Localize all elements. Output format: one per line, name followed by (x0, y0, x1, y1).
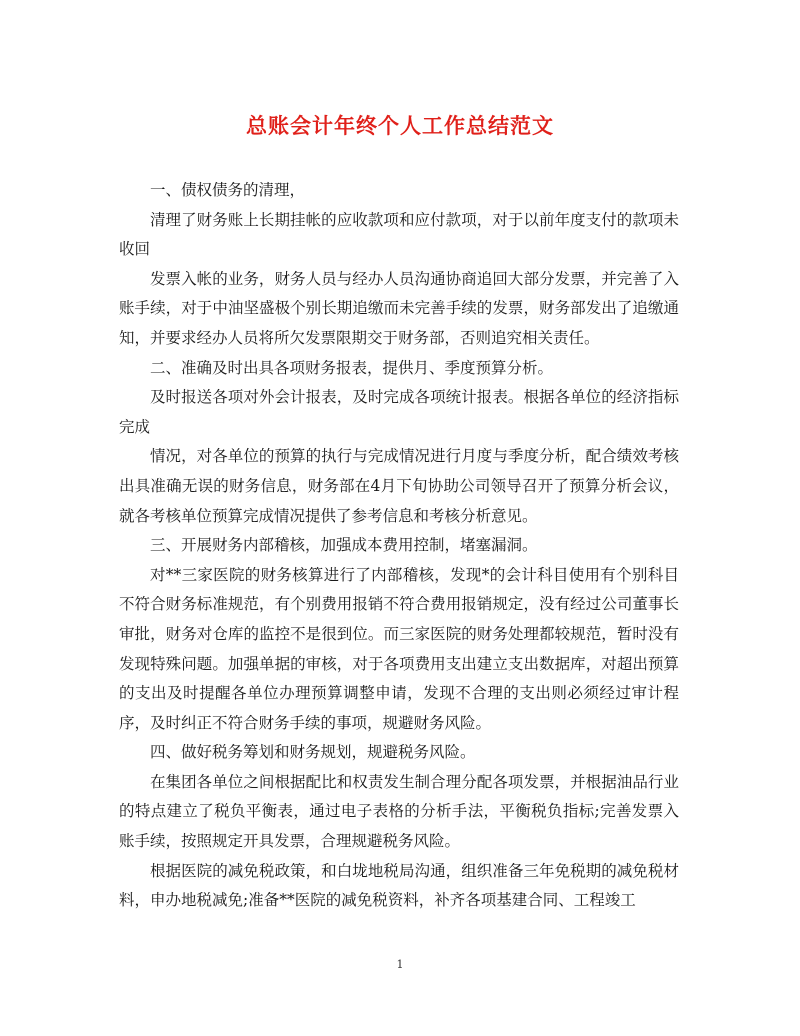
paragraph: 在集团各单位之间根据配比和权责发生制合理分配各项发票，并根据油品行业的特点建立了税负平衡表，通过电子表格的分析手法，平衡税负指标;完善发票入账手续，按照规定开具发票，合理规避税务风险。 (119, 772, 679, 851)
paragraph: 清理了财务账上长期挂帐的应收款项和应付款项，对于以前年度支付的款项未收回 (119, 210, 679, 259)
paragraph: 及时报送各项对外会计报表，及时完成各项统计报表。根据各单位的经济指标完成 (119, 388, 679, 436)
document-body (119, 176, 679, 916)
page-number: 1 (396, 958, 404, 971)
paragraph: 对**三家医院的财务核算进行了内部稽核，发现*的会计科目使用有个别科目不符合财务标准规范，有个别费用报销不符合费用报销规定，没有经过公司董事长审批，财务对仓库的监控不是很到位。而三家医院的财务处理都较规范，暂时没有发现特殊问题。加强单据的审核，对于各项费用支出建立支出数据库，对超出预算的支出及时提醒各单位办理预算调整申请，发现不合理的支出则必须经过审计程序，及时纠正不符合财务手续的事项，规避财务风险。 (119, 565, 679, 732)
paragraph: 三、开展财务内部稽核，加强成本费用控制，堵塞漏洞。 (150, 536, 538, 555)
paragraph: 二、准确及时出具各项财务报表，提供月、季度预算分析。 (150, 358, 554, 377)
paragraph: 根据医院的减免税政策，和白垅地税局沟通，组织准备三年免税期的减免税材料，申办地税减免;准备**医院的减免税资料，补齐各项基建合同、工程竣工 (119, 861, 679, 910)
paragraph: 一、债权债务的清理， (150, 181, 306, 199)
paragraph: 情况，对各单位的预算的执行与完成情况进行月度与季度分析，配合绩效考核出具准确无误的财务信息，财务部在4月下旬协助公司领导召开了预算分析会议，就各考核单位预算完成情况提供了参考信息和考核分析意见。 (119, 447, 679, 525)
paragraph: 四、做好税务筹划和财务规划，规避税务风险。 (150, 743, 476, 762)
document-title: 总账会计年终个人工作总结范文 (246, 113, 554, 138)
paragraph: 发票入帐的业务，财务人员与经办人员沟通协商追回大部分发票，并完善了入账手续，对于中油坚盛极个别长期追缴而未完善手续的发票，财务部发出了追缴通知，并要求经办人员将所欠发票限期交于财务部，否则追究相关责任。 (119, 269, 679, 347)
